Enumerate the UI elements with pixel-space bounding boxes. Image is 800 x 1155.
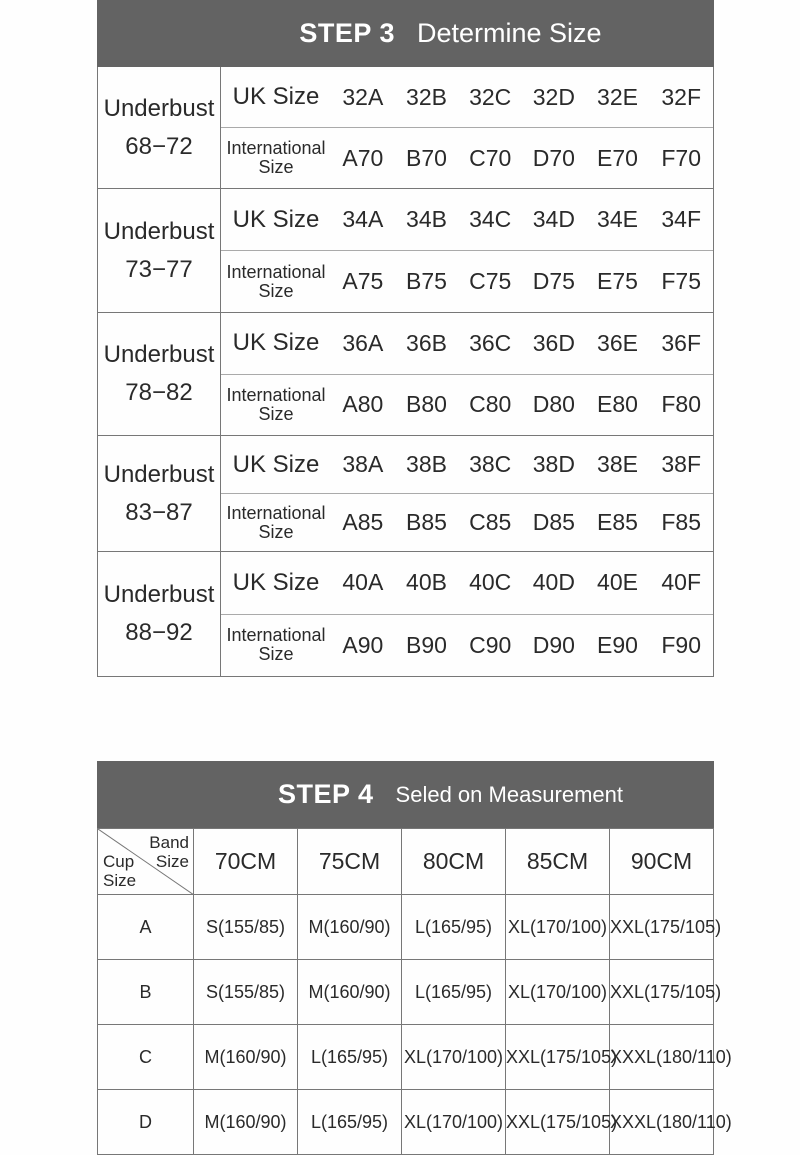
size-cell: XL(170/100) <box>402 1090 506 1155</box>
cup-size-cell: B <box>98 960 194 1025</box>
size-cell: XL(170/100) <box>506 960 610 1025</box>
uk-size-cell: 38A <box>342 451 384 477</box>
step4-header <box>97 761 714 828</box>
uk-size-cell: 36D <box>532 329 575 356</box>
underbust-group <box>97 552 714 677</box>
uk-size-cell: 34E <box>597 206 638 232</box>
table-row <box>98 960 714 1025</box>
international-size-cell: D85 <box>532 509 575 535</box>
uk-size-cell: 32E <box>597 83 638 110</box>
underbust-range: 83−87 <box>125 498 193 526</box>
international-size-cell: F90 <box>661 631 702 658</box>
size-cell: S(155/85) <box>194 895 298 960</box>
international-size-row <box>221 128 713 188</box>
band-size-header: 90CM <box>610 829 714 895</box>
uk-size-cell: 32B <box>406 83 447 110</box>
international-size-cell: F85 <box>661 509 702 535</box>
international-size-row <box>221 375 713 436</box>
underbust-group <box>97 436 714 552</box>
international-size-cell: C85 <box>469 509 512 535</box>
uk-size-cell: 36C <box>469 329 512 356</box>
international-size-cell: B90 <box>406 631 447 658</box>
international-size-label: International Size <box>226 502 326 542</box>
uk-size-label: UK Size <box>232 568 320 596</box>
size-cell: S(155/85) <box>194 960 298 1025</box>
cup-size-cell: D <box>98 1090 194 1155</box>
international-size-cell: B85 <box>406 509 447 535</box>
uk-size-cell: 34B <box>406 206 447 232</box>
size-cell: M(160/90) <box>194 1090 298 1155</box>
uk-size-cell: 38C <box>469 451 512 477</box>
international-size-cell: E80 <box>597 391 638 418</box>
underbust-label: Underbust <box>103 94 215 122</box>
size-cell: L(165/95) <box>298 1025 402 1090</box>
underbust-range: 78−82 <box>125 379 193 406</box>
size-cell: XXL(175/105) <box>506 1025 610 1090</box>
cup-size-cell: A <box>98 895 194 960</box>
size-cell: XL(170/100) <box>402 1025 506 1090</box>
band-size-header: 80CM <box>402 829 506 895</box>
international-size-cell: B70 <box>406 144 447 171</box>
band-size-header-row <box>98 829 714 895</box>
international-size-cell: C80 <box>469 391 512 418</box>
step4-panel <box>97 761 732 1155</box>
international-size-cell: E70 <box>597 144 638 171</box>
international-size-cell: F80 <box>661 391 702 418</box>
underbust-label: Underbust <box>103 460 215 488</box>
underbust-label: Underbust <box>103 217 215 245</box>
international-size-cell: B75 <box>406 268 447 294</box>
underbust-cell <box>98 313 221 435</box>
underbust-range: 68−72 <box>125 132 193 160</box>
size-cell: XXXL(180/110) <box>610 1090 714 1155</box>
international-size-cell: F75 <box>661 268 702 294</box>
uk-size-cell: 32C <box>469 83 512 110</box>
underbust-group <box>97 67 714 189</box>
uk-size-cell: 40F <box>661 569 702 596</box>
uk-size-label: UK Size <box>232 83 320 110</box>
international-size-cell: A75 <box>342 268 384 294</box>
uk-size-cell: 40D <box>532 569 575 596</box>
step4-label: STEP 4 <box>277 779 374 809</box>
step4-table <box>97 828 732 1155</box>
uk-size-cell: 34F <box>661 206 702 232</box>
table-row <box>98 1025 714 1090</box>
uk-size-row <box>221 67 713 128</box>
size-cell: XXL(175/105) <box>506 1090 610 1155</box>
international-size-cell: D80 <box>532 391 575 418</box>
international-size-cell: A85 <box>342 509 384 535</box>
uk-size-cell: 40A <box>342 569 384 596</box>
size-cell: XL(170/100) <box>506 895 610 960</box>
size-cell: XXL(175/105) <box>610 960 714 1025</box>
international-size-label: International Size <box>226 261 326 301</box>
international-size-row <box>221 251 713 312</box>
uk-size-cell: 38E <box>597 451 638 477</box>
uk-size-cell: 34D <box>532 206 575 232</box>
international-size-cell: C75 <box>469 268 512 294</box>
uk-size-cell: 38F <box>661 451 702 477</box>
uk-size-cell: 32A <box>342 83 384 110</box>
cup-size-cell: C <box>98 1025 194 1090</box>
underbust-cell <box>98 67 221 188</box>
size-cell: XXL(175/105) <box>610 895 714 960</box>
step4-title: Seled on Measurement <box>395 781 624 807</box>
uk-size-cell: 34C <box>469 206 512 232</box>
band-size-header: 85CM <box>506 829 610 895</box>
uk-size-cell: 38D <box>532 451 575 477</box>
step3-label: STEP 3 <box>299 18 395 48</box>
underbust-cell <box>98 189 221 312</box>
international-size-cell: B80 <box>406 391 447 418</box>
uk-size-cell: 36F <box>661 329 702 356</box>
cup-size-label: Cup Size <box>103 852 137 890</box>
size-cell: M(160/90) <box>298 960 402 1025</box>
size-cell: XXXL(180/110) <box>610 1025 714 1090</box>
uk-size-row <box>221 436 713 494</box>
underbust-cell <box>98 436 221 551</box>
uk-size-label: UK Size <box>232 205 320 233</box>
table-row <box>98 895 714 960</box>
underbust-label: Underbust <box>103 341 215 368</box>
international-size-label: International Size <box>226 138 326 177</box>
underbust-cell <box>98 552 221 676</box>
international-size-row <box>221 615 713 677</box>
uk-size-label: UK Size <box>232 450 320 478</box>
uk-size-row <box>221 189 713 251</box>
uk-size-cell: 38B <box>406 451 447 477</box>
uk-size-label: UK Size <box>232 329 320 357</box>
international-size-cell: D75 <box>532 268 575 294</box>
international-size-cell: D90 <box>532 631 575 658</box>
international-size-cell: E75 <box>597 268 638 294</box>
uk-size-cell: 36A <box>342 329 384 356</box>
size-cell: L(165/95) <box>298 1090 402 1155</box>
uk-size-cell: 32F <box>661 83 702 110</box>
band-size-header: 75CM <box>298 829 402 895</box>
international-size-cell: A90 <box>342 631 384 658</box>
underbust-label: Underbust <box>103 581 215 608</box>
step3-panel <box>97 0 714 677</box>
uk-size-row <box>221 552 713 615</box>
size-cell: M(160/90) <box>298 895 402 960</box>
uk-size-cell: 36B <box>406 329 447 356</box>
underbust-range: 73−77 <box>125 255 193 283</box>
underbust-range: 88−92 <box>125 619 193 646</box>
international-size-label: International Size <box>226 625 326 665</box>
corner-cell <box>98 829 194 895</box>
uk-size-cell: 32D <box>532 83 575 110</box>
size-cell: L(165/95) <box>402 960 506 1025</box>
step3-title: Determine Size <box>416 18 602 48</box>
underbust-group <box>97 313 714 436</box>
international-size-cell: C90 <box>469 631 512 658</box>
size-cell: M(160/90) <box>194 1025 298 1090</box>
uk-size-cell: 40E <box>597 569 638 596</box>
size-cell: L(165/95) <box>402 895 506 960</box>
international-size-cell: D70 <box>532 144 575 171</box>
uk-size-row <box>221 313 713 375</box>
international-size-cell: E85 <box>597 509 638 535</box>
international-size-cell: E90 <box>597 631 638 658</box>
uk-size-cell: 40B <box>406 569 447 596</box>
international-size-label: International Size <box>226 384 326 424</box>
step3-header <box>97 0 714 67</box>
international-size-cell: F70 <box>661 144 702 171</box>
step3-table <box>97 67 714 677</box>
international-size-cell: A70 <box>342 144 384 171</box>
table-row <box>98 1090 714 1155</box>
uk-size-cell: 36E <box>597 329 638 356</box>
underbust-group <box>97 189 714 313</box>
uk-size-cell: 34A <box>342 206 384 232</box>
band-size-header: 70CM <box>194 829 298 895</box>
uk-size-cell: 40C <box>469 569 512 596</box>
international-size-cell: A80 <box>342 391 384 418</box>
international-size-cell: C70 <box>469 144 512 171</box>
international-size-row <box>221 494 713 551</box>
band-size-label: Band Size <box>149 833 189 871</box>
